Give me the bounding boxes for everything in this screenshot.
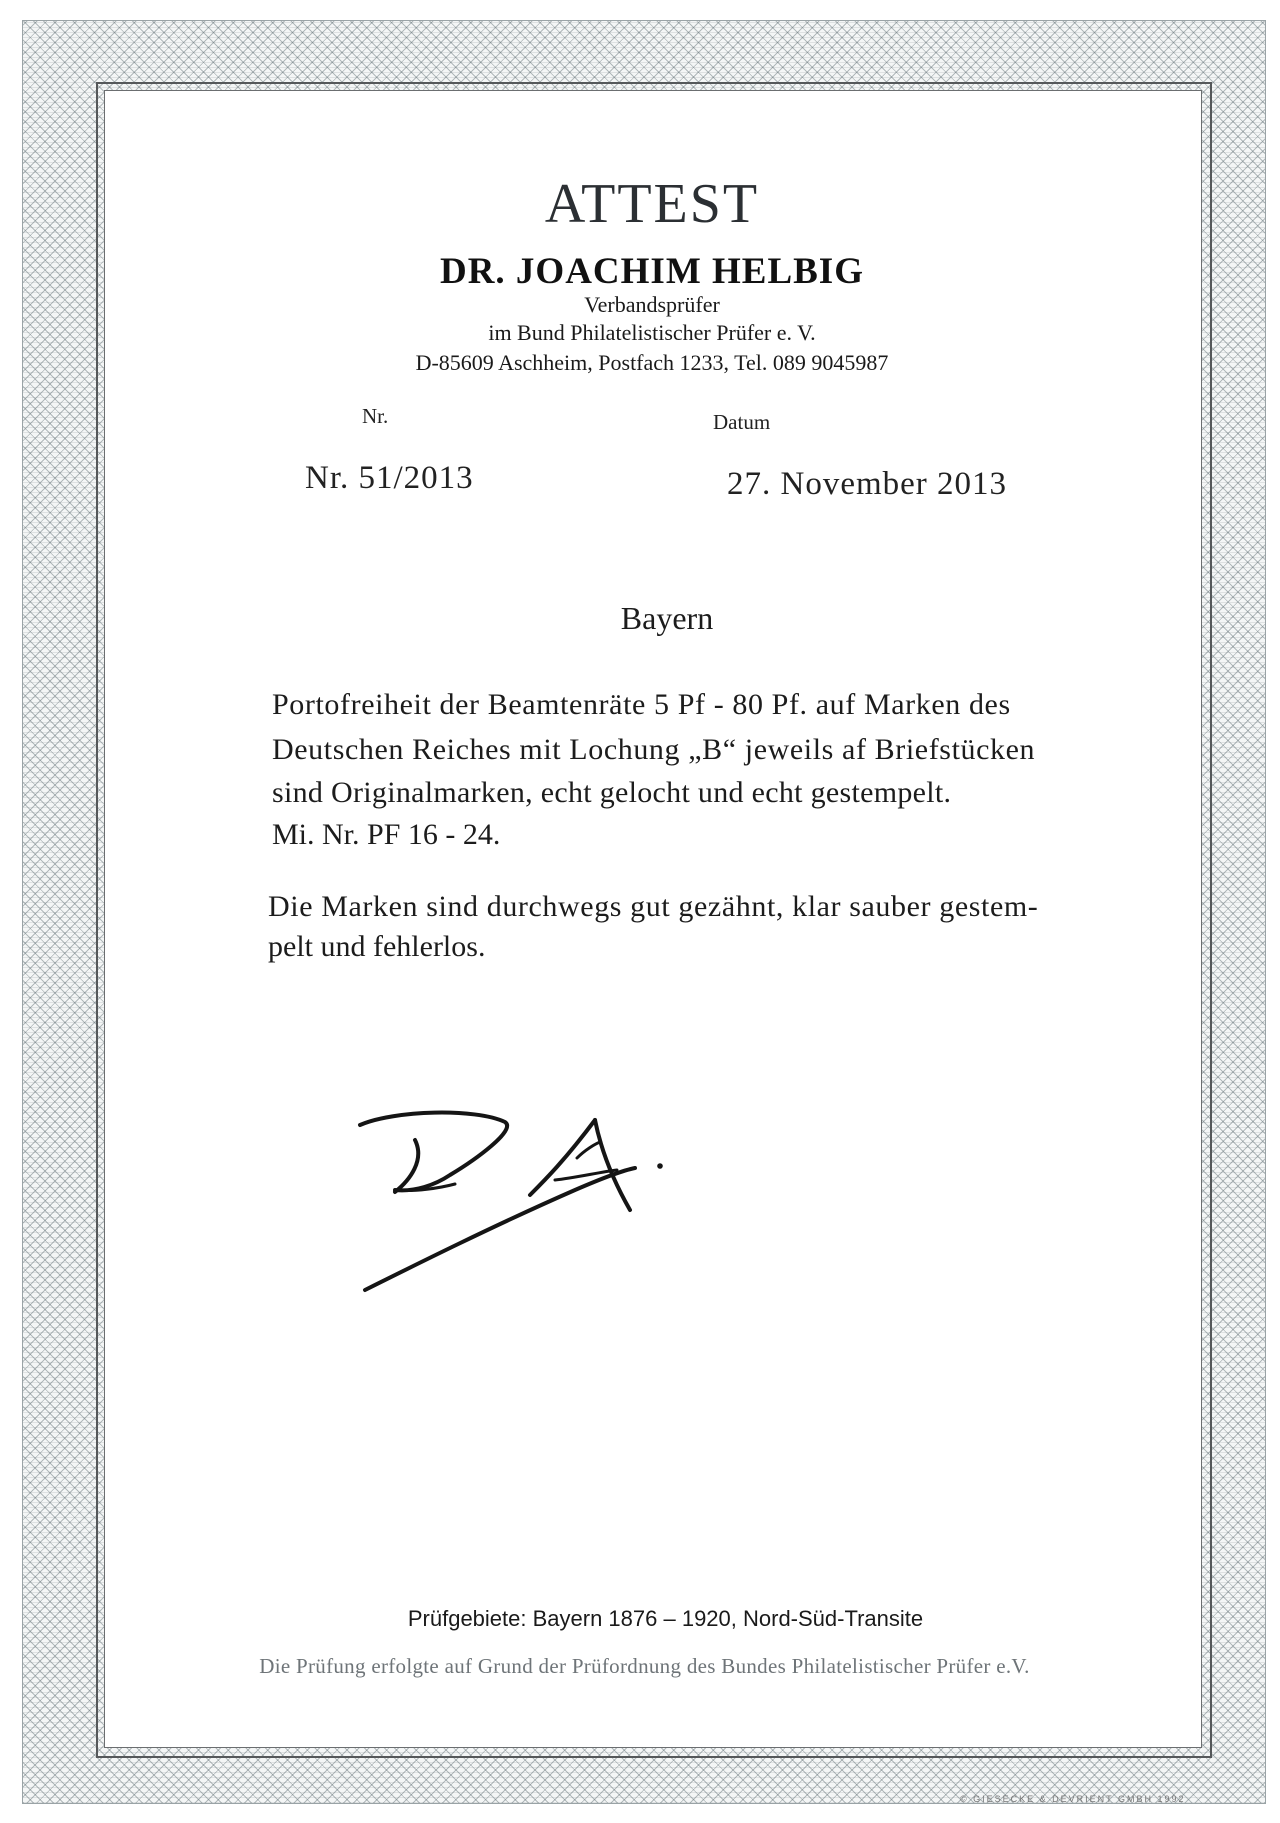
body-line: sind Originalmarken, echt gelocht und echt gestempelt. xyxy=(272,776,952,809)
certificate-number: Nr. 51/2013 xyxy=(305,460,474,496)
examiner-name: DR. JOACHIM HELBIG xyxy=(439,251,864,292)
certificate-title: ATTEST xyxy=(544,173,760,235)
number-label: Nr. xyxy=(362,404,389,428)
examiner-role: Verbandsprüfer xyxy=(584,292,720,317)
body-line: Deutschen Reiches mit Lochung „B“ jeweils af Briefstücken xyxy=(272,733,1036,766)
region-heading: Bayern xyxy=(620,600,714,636)
condition-line: pelt und fehlerlos. xyxy=(268,930,486,963)
certificate-date: 27. November 2013 xyxy=(727,466,1008,502)
examiner-address: D-85609 Aschheim, Postfach 1233, Tel. 089 9045987 xyxy=(415,350,889,375)
body-line: Portofreiheit der Beamtenräte 5 Pf - 80 Pf. auf Marken des xyxy=(272,688,1011,721)
association-name: im Bund Philatelistischer Prüfer e. V. xyxy=(488,320,816,345)
signature-icon xyxy=(355,1100,775,1310)
body-line: Mi. Nr. PF 16 - 24. xyxy=(272,818,501,851)
condition-line: Die Marken sind durchwegs gut gezähnt, klar sauber gestem- xyxy=(268,890,1039,923)
examination-areas: Prüfgebiete: Bayern 1876 – 1920, Nord-Süd-Transite xyxy=(407,1606,924,1631)
printer-imprint: © GIESECKE & DEVRIENT GMBH 1992 xyxy=(960,1794,1186,1804)
examination-basis-note: Die Prüfung erfolgte auf Grund der Prüfordnung des Bundes Philatelistischer Prüfer e.V. xyxy=(259,1654,1030,1678)
date-label: Datum xyxy=(713,410,771,434)
